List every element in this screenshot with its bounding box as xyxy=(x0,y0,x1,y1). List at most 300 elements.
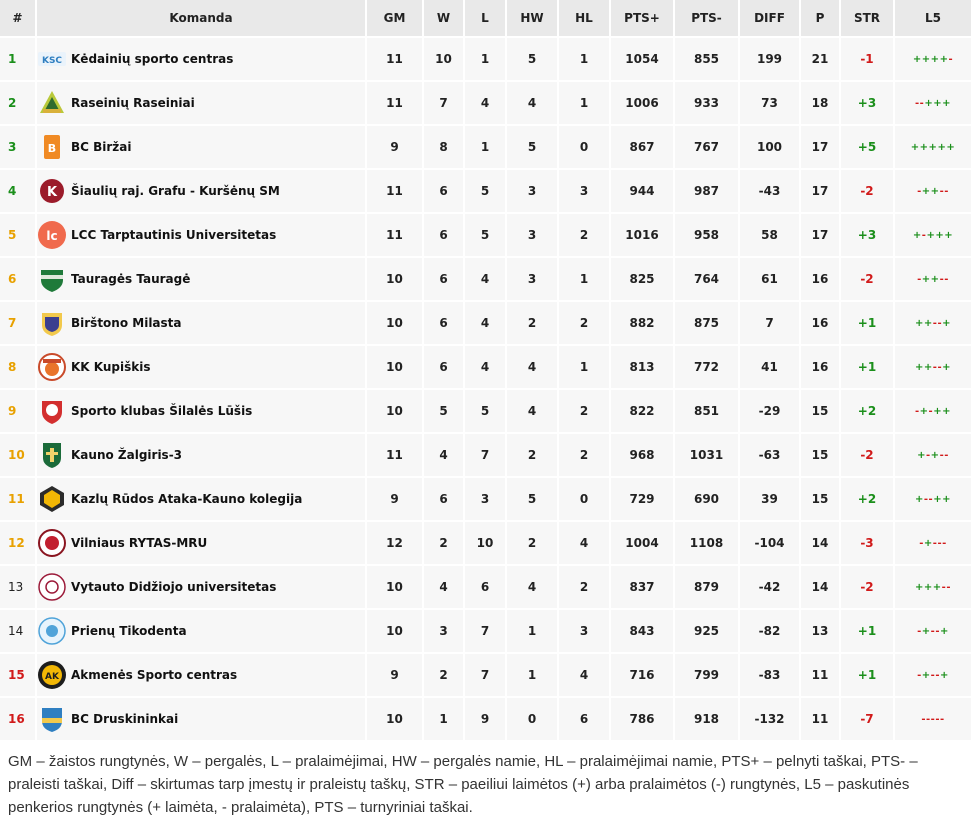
table-row[interactable] xyxy=(0,80,973,124)
svg-text:lc: lc xyxy=(46,229,58,243)
cell-w: 5 xyxy=(424,388,465,432)
cell-hw: 5 xyxy=(507,124,559,168)
table-row[interactable] xyxy=(0,256,973,300)
cell-l5 xyxy=(895,124,973,168)
cell-pts-minus: 799 xyxy=(675,652,740,696)
akmene-logo xyxy=(37,660,67,690)
cell-pts-plus: 825 xyxy=(611,256,675,300)
cell-p: 18 xyxy=(801,80,841,124)
team-name[interactable]: KK Kupiškis xyxy=(71,360,151,374)
win-mark: + xyxy=(939,625,949,637)
cell-gm: 10 xyxy=(367,608,424,652)
win-mark: + xyxy=(937,141,947,153)
loss-mark: - xyxy=(946,581,951,593)
cell-diff: -132 xyxy=(740,696,801,740)
cell-p: 17 xyxy=(801,168,841,212)
cell-hw: 2 xyxy=(507,432,559,476)
cell-p: 11 xyxy=(801,652,841,696)
cell-p: 16 xyxy=(801,256,841,300)
cell-hl: 3 xyxy=(559,168,611,212)
header-p[interactable]: P xyxy=(801,0,841,36)
cell-hw: 4 xyxy=(507,564,559,608)
win-mark: + xyxy=(942,493,951,505)
cell-l5 xyxy=(895,564,973,608)
cell-l5 xyxy=(895,300,973,344)
table-row[interactable] xyxy=(0,652,973,696)
legend-text: GM – žaistos rungtynės, W – pergalės, L – pralaimėjimai, HW – pergalės namie, HL – pralaimėjimai namie, PTS+ – pelnyti taškai, PTS- – praleisti taškai, Diff – skirtumas tarp įmestų ir praleistų taškų, STR – paeiliui laimėtos (+) arba pralaimėtos (-) rungtynės, L5 – paskutinės penkerios rungtynės (+ laimėta, - pralaimėta), PTS – turnyriniai taškai. xyxy=(8,753,918,816)
kedainiai-logo xyxy=(37,44,67,74)
loss-mark: - xyxy=(939,449,945,461)
cell-pts-minus: 918 xyxy=(675,696,740,740)
table-row[interactable] xyxy=(0,300,973,344)
cell-w: 2 xyxy=(424,652,465,696)
cell-hl: 4 xyxy=(559,652,611,696)
cell-w: 6 xyxy=(424,212,465,256)
vdu-logo xyxy=(37,572,67,602)
team-name[interactable]: Birštono Milasta xyxy=(71,316,182,330)
cell-hw: 2 xyxy=(507,300,559,344)
team-name[interactable]: BC Druskininkai xyxy=(71,712,179,726)
birstonas-logo xyxy=(37,308,67,338)
svg-text:K: K xyxy=(46,185,58,200)
team-cell[interactable] xyxy=(37,300,367,344)
cell-l5 xyxy=(895,696,973,740)
cell-pts-minus: 851 xyxy=(675,388,740,432)
cell-p: 21 xyxy=(801,36,841,80)
cell-l5 xyxy=(895,520,973,564)
cell-l: 6 xyxy=(465,564,507,608)
cell-l: 4 xyxy=(465,344,507,388)
table-row[interactable] xyxy=(0,696,973,740)
win-mark: + xyxy=(939,53,949,65)
team-cell[interactable] xyxy=(37,124,367,168)
cell-l: 7 xyxy=(465,432,507,476)
win-mark: + xyxy=(923,581,933,593)
team-name[interactable]: Vytauto Didžiojo universitetas xyxy=(71,580,277,594)
loss-mark: - xyxy=(942,537,947,549)
cell-diff: 7 xyxy=(740,300,801,344)
loss-mark: - xyxy=(932,361,938,373)
cell-pts-plus: 786 xyxy=(611,696,675,740)
raseiniai-logo xyxy=(37,88,67,118)
cell-l: 1 xyxy=(465,124,507,168)
cell-str: +1 xyxy=(841,608,895,652)
table-row[interactable] xyxy=(0,388,973,432)
cell-str: +2 xyxy=(841,388,895,432)
cell-w: 10 xyxy=(424,36,465,80)
cell-hw: 1 xyxy=(507,608,559,652)
win-mark: + xyxy=(924,97,934,109)
cell-l: 4 xyxy=(465,256,507,300)
win-mark: + xyxy=(942,405,951,417)
win-mark: + xyxy=(930,273,940,285)
team-name[interactable]: Šiaulių raj. Grafu - Kuršėnų SM xyxy=(71,184,280,198)
cell-w: 6 xyxy=(424,344,465,388)
cell-hl: 1 xyxy=(559,344,611,388)
cell-diff: -83 xyxy=(740,652,801,696)
loss-mark: - xyxy=(948,53,954,65)
svg-text:AK: AK xyxy=(45,672,59,682)
header-hw[interactable]: HW xyxy=(507,0,559,36)
rank-cell: 8 xyxy=(0,344,37,388)
loss-mark: - xyxy=(932,537,938,549)
cell-pts-minus: 1031 xyxy=(675,432,740,476)
cell-hw: 1 xyxy=(507,652,559,696)
loss-mark: - xyxy=(937,317,943,329)
loss-mark: - xyxy=(930,625,936,637)
win-mark: + xyxy=(928,141,938,153)
cell-pts-minus: 925 xyxy=(675,608,740,652)
win-mark: + xyxy=(944,229,954,241)
table-row[interactable] xyxy=(0,168,973,212)
team-name[interactable]: Prienų Tikodenta xyxy=(71,624,187,638)
cell-w: 6 xyxy=(424,476,465,520)
cell-l: 4 xyxy=(465,300,507,344)
table-row[interactable] xyxy=(0,476,973,520)
header-rank[interactable]: # xyxy=(0,0,37,36)
cell-diff: 58 xyxy=(740,212,801,256)
cell-l5 xyxy=(895,344,973,388)
cell-hw: 4 xyxy=(507,388,559,432)
cell-str: -2 xyxy=(841,432,895,476)
cell-pts-plus: 1004 xyxy=(611,520,675,564)
rytas-logo xyxy=(37,528,67,558)
rank-cell: 16 xyxy=(0,696,37,740)
loss-mark: - xyxy=(926,713,931,725)
cell-gm: 10 xyxy=(367,564,424,608)
rank-cell: 3 xyxy=(0,124,37,168)
cell-l: 7 xyxy=(465,608,507,652)
cell-l: 3 xyxy=(465,476,507,520)
cell-diff: -104 xyxy=(740,520,801,564)
cell-diff: 73 xyxy=(740,80,801,124)
win-mark: + xyxy=(921,625,931,637)
table-row[interactable] xyxy=(0,564,973,608)
team-name[interactable]: Akmenės Sporto centras xyxy=(71,668,238,682)
team-cell[interactable] xyxy=(37,476,367,520)
loss-mark: - xyxy=(926,449,931,461)
cell-str: +1 xyxy=(841,652,895,696)
win-mark: + xyxy=(923,361,933,373)
cell-pts-minus: 690 xyxy=(675,476,740,520)
cell-hl: 4 xyxy=(559,520,611,564)
team-cell[interactable] xyxy=(37,432,367,476)
win-mark: + xyxy=(910,141,920,153)
team-cell[interactable] xyxy=(37,80,367,124)
header-pts-minus[interactable]: PTS- xyxy=(675,0,740,36)
cell-pts-plus: 716 xyxy=(611,652,675,696)
cell-l5 xyxy=(895,256,973,300)
team-name[interactable]: Vilniaus RYTAS-MRU xyxy=(71,536,208,550)
cell-gm: 11 xyxy=(367,168,424,212)
win-mark: + xyxy=(923,317,933,329)
cell-hw: 3 xyxy=(507,212,559,256)
cell-l5 xyxy=(895,432,973,476)
header-w[interactable]: W xyxy=(424,0,465,36)
cell-gm: 10 xyxy=(367,256,424,300)
cell-l5 xyxy=(895,652,973,696)
cell-l5 xyxy=(895,212,973,256)
rank-cell: 7 xyxy=(0,300,37,344)
cell-pts-plus: 813 xyxy=(611,344,675,388)
loss-mark: - xyxy=(915,97,920,109)
rank-cell: 9 xyxy=(0,388,37,432)
cell-p: 14 xyxy=(801,564,841,608)
loss-mark: - xyxy=(944,449,949,461)
cell-l: 7 xyxy=(465,652,507,696)
cell-pts-minus: 987 xyxy=(675,168,740,212)
table-row[interactable] xyxy=(0,36,973,80)
header-hl[interactable]: HL xyxy=(559,0,611,36)
cell-hl: 2 xyxy=(559,212,611,256)
team-cell[interactable] xyxy=(37,256,367,300)
cell-pts-plus: 843 xyxy=(611,608,675,652)
cell-gm: 10 xyxy=(367,696,424,740)
cell-gm: 11 xyxy=(367,212,424,256)
cell-p: 16 xyxy=(801,344,841,388)
team-name[interactable]: Sporto klubas Šilalės Lūšis xyxy=(71,404,253,418)
cell-str: -2 xyxy=(841,256,895,300)
table-row[interactable] xyxy=(0,432,973,476)
rank-cell: 13 xyxy=(0,564,37,608)
birzai-logo xyxy=(37,132,67,162)
loss-mark: - xyxy=(928,405,934,417)
cell-hl: 2 xyxy=(559,564,611,608)
kupiskis-logo xyxy=(37,352,67,382)
loss-mark: - xyxy=(935,625,940,637)
table-row[interactable] xyxy=(0,212,973,256)
cell-diff: -29 xyxy=(740,388,801,432)
svg-text:B: B xyxy=(47,142,57,155)
cell-str: -2 xyxy=(841,564,895,608)
rank-cell: 10 xyxy=(0,432,37,476)
cell-gm: 10 xyxy=(367,300,424,344)
loss-mark: - xyxy=(944,273,949,285)
cell-hw: 3 xyxy=(507,256,559,300)
cell-w: 4 xyxy=(424,432,465,476)
cell-diff: 41 xyxy=(740,344,801,388)
loss-mark: - xyxy=(930,669,936,681)
cell-l: 5 xyxy=(465,168,507,212)
win-mark: + xyxy=(930,449,940,461)
cell-hw: 2 xyxy=(507,520,559,564)
druskininkai-logo xyxy=(37,704,67,734)
team-name[interactable]: Tauragės Tauragė xyxy=(71,272,191,286)
cell-l: 4 xyxy=(465,80,507,124)
cell-w: 8 xyxy=(424,124,465,168)
cell-diff: 100 xyxy=(740,124,801,168)
win-mark: + xyxy=(915,361,924,373)
table-row[interactable] xyxy=(0,344,973,388)
loss-mark: - xyxy=(939,273,945,285)
cell-gm: 11 xyxy=(367,80,424,124)
cell-pts-plus: 822 xyxy=(611,388,675,432)
win-mark: + xyxy=(942,361,951,373)
loss-mark: - xyxy=(930,713,936,725)
cell-pts-minus: 1108 xyxy=(675,520,740,564)
cell-hl: 3 xyxy=(559,608,611,652)
loss-mark: - xyxy=(941,581,947,593)
cell-gm: 9 xyxy=(367,124,424,168)
win-mark: + xyxy=(933,97,943,109)
cell-diff: -63 xyxy=(740,432,801,476)
win-mark: + xyxy=(933,405,943,417)
loss-mark: - xyxy=(935,669,940,681)
cell-w: 1 xyxy=(424,696,465,740)
table-row[interactable] xyxy=(0,124,973,168)
cell-w: 6 xyxy=(424,256,465,300)
header-diff[interactable]: DIFF xyxy=(740,0,801,36)
win-mark: + xyxy=(919,141,929,153)
table-row[interactable] xyxy=(0,608,973,652)
win-mark: + xyxy=(921,53,931,65)
cell-hl: 0 xyxy=(559,124,611,168)
team-name[interactable]: Kazlų Rūdos Ataka-Kauno kolegija xyxy=(71,492,303,506)
win-mark: + xyxy=(923,537,933,549)
cell-hl: 0 xyxy=(559,476,611,520)
cell-str: -2 xyxy=(841,168,895,212)
cell-hw: 5 xyxy=(507,476,559,520)
team-cell[interactable] xyxy=(37,344,367,388)
cell-l: 10 xyxy=(465,520,507,564)
loss-mark: - xyxy=(937,361,943,373)
cell-pts-plus: 1016 xyxy=(611,212,675,256)
cell-hl: 2 xyxy=(559,432,611,476)
cell-gm: 9 xyxy=(367,476,424,520)
cell-str: -1 xyxy=(841,36,895,80)
cell-diff: -82 xyxy=(740,608,801,652)
header-team[interactable]: Komanda xyxy=(37,0,367,36)
loss-mark: - xyxy=(939,713,945,725)
win-mark: + xyxy=(946,141,956,153)
rank-cell: 6 xyxy=(0,256,37,300)
team-cell[interactable] xyxy=(37,388,367,432)
cell-str: -3 xyxy=(841,520,895,564)
rank-cell: 15 xyxy=(0,652,37,696)
win-mark: + xyxy=(921,185,931,197)
cell-l5 xyxy=(895,476,973,520)
ataka-logo xyxy=(37,484,67,514)
cell-gm: 11 xyxy=(367,36,424,80)
cell-p: 14 xyxy=(801,520,841,564)
header-gm[interactable]: GM xyxy=(367,0,424,36)
win-mark: + xyxy=(921,669,931,681)
cell-gm: 12 xyxy=(367,520,424,564)
table-row[interactable] xyxy=(0,520,973,564)
header-pts-plus[interactable]: PTS+ xyxy=(611,0,675,36)
win-mark: + xyxy=(939,669,949,681)
header-str[interactable]: STR xyxy=(841,0,895,36)
cell-hl: 1 xyxy=(559,36,611,80)
header-row xyxy=(0,0,973,36)
cell-l: 5 xyxy=(465,212,507,256)
rank-cell: 5 xyxy=(0,212,37,256)
cell-pts-minus: 958 xyxy=(675,212,740,256)
rank-cell: 11 xyxy=(0,476,37,520)
team-cell[interactable] xyxy=(37,520,367,564)
team-cell[interactable] xyxy=(37,564,367,608)
win-mark: + xyxy=(919,405,929,417)
win-mark: + xyxy=(942,317,951,329)
header-l[interactable]: L xyxy=(465,0,507,36)
team-name[interactable]: BC Biržai xyxy=(71,140,132,154)
cell-str: +1 xyxy=(841,300,895,344)
team-cell[interactable] xyxy=(37,36,367,80)
loss-mark: - xyxy=(935,713,940,725)
cell-w: 6 xyxy=(424,168,465,212)
cell-pts-plus: 944 xyxy=(611,168,675,212)
team-name[interactable]: Kauno Žalgiris-3 xyxy=(71,448,183,462)
svg-text:KSC: KSC xyxy=(41,56,63,66)
cell-hw: 4 xyxy=(507,80,559,124)
cell-gm: 11 xyxy=(367,432,424,476)
loss-mark: - xyxy=(915,405,920,417)
cell-l: 9 xyxy=(465,696,507,740)
team-cell[interactable] xyxy=(37,696,367,740)
cell-p: 16 xyxy=(801,300,841,344)
win-mark: + xyxy=(912,229,922,241)
header-l5[interactable]: L5 xyxy=(895,0,973,36)
team-cell[interactable] xyxy=(37,652,367,696)
loss-mark: - xyxy=(921,713,927,725)
team-cell[interactable] xyxy=(37,168,367,212)
team-name[interactable]: Raseinių Raseiniai xyxy=(71,96,195,110)
cell-diff: 39 xyxy=(740,476,801,520)
rank-cell: 2 xyxy=(0,80,37,124)
cell-l5 xyxy=(895,80,973,124)
cell-gm: 10 xyxy=(367,388,424,432)
team-cell[interactable] xyxy=(37,212,367,256)
win-mark: + xyxy=(932,581,942,593)
team-cell[interactable] xyxy=(37,608,367,652)
team-name[interactable]: LCC Tarptautinis Universitetas xyxy=(71,228,277,242)
win-mark: + xyxy=(915,581,924,593)
loss-mark: - xyxy=(917,185,922,197)
cell-hl: 1 xyxy=(559,80,611,124)
loss-mark: - xyxy=(919,537,924,549)
cell-pts-minus: 855 xyxy=(675,36,740,80)
cell-pts-minus: 875 xyxy=(675,300,740,344)
cell-hl: 2 xyxy=(559,388,611,432)
cell-str: +3 xyxy=(841,212,895,256)
cell-gm: 10 xyxy=(367,344,424,388)
win-mark: + xyxy=(912,53,922,65)
standings-body xyxy=(0,36,973,740)
loss-mark: - xyxy=(939,185,945,197)
cell-pts-plus: 968 xyxy=(611,432,675,476)
cell-pts-minus: 879 xyxy=(675,564,740,608)
cell-hl: 6 xyxy=(559,696,611,740)
cell-str: +5 xyxy=(841,124,895,168)
loss-mark: - xyxy=(944,185,949,197)
rank-cell: 4 xyxy=(0,168,37,212)
cell-l5 xyxy=(895,608,973,652)
cell-diff: 199 xyxy=(740,36,801,80)
team-name[interactable]: Kėdainių sporto centras xyxy=(71,52,234,66)
cell-p: 15 xyxy=(801,388,841,432)
cell-p: 15 xyxy=(801,476,841,520)
win-mark: + xyxy=(915,493,924,505)
cell-str: -7 xyxy=(841,696,895,740)
cell-pts-plus: 882 xyxy=(611,300,675,344)
win-mark: + xyxy=(926,229,936,241)
cell-pts-minus: 772 xyxy=(675,344,740,388)
win-mark: + xyxy=(930,53,940,65)
win-mark: + xyxy=(933,493,943,505)
cell-w: 2 xyxy=(424,520,465,564)
zalgiris-logo xyxy=(37,440,67,470)
kursenai-logo xyxy=(37,176,67,206)
